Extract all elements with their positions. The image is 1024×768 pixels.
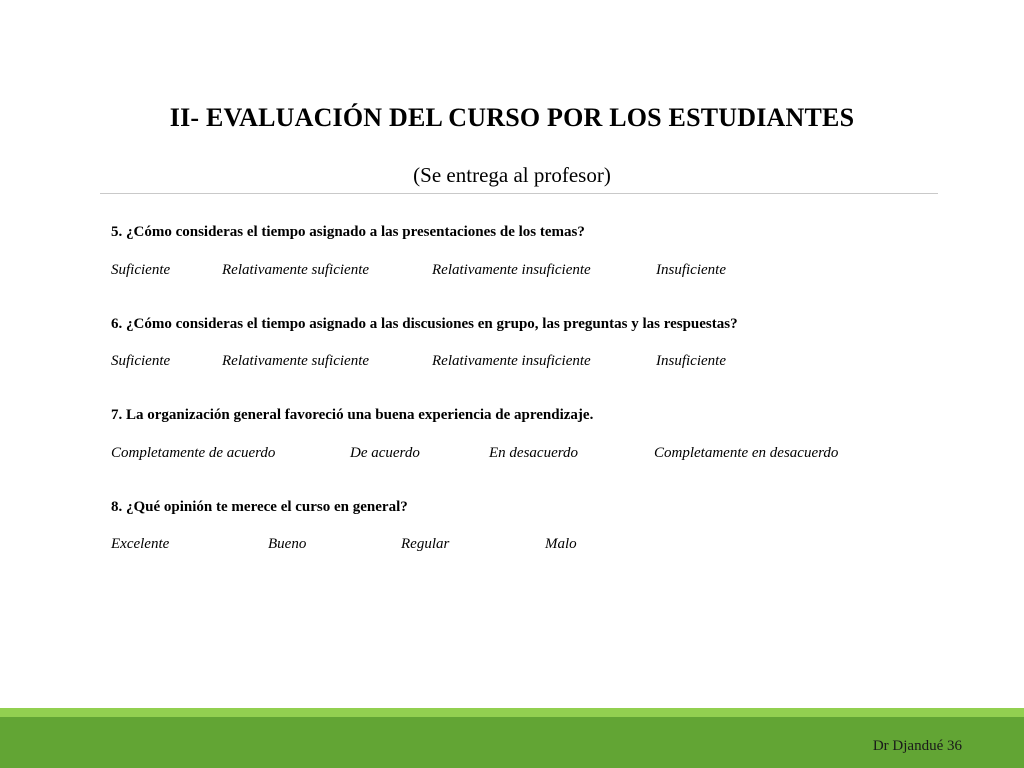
slide-subtitle: (Se entrega al profesor) <box>413 163 611 187</box>
question-8: 8. ¿Qué opinión te merece el curso en general? <box>111 499 408 515</box>
title-divider <box>100 193 938 194</box>
footer-author-page: Dr Djandué 36 <box>872 738 962 754</box>
q7-option-2[interactable]: De acuerdo <box>350 445 420 461</box>
q5-option-1[interactable]: Suficiente <box>111 262 171 278</box>
q7-option-3[interactable]: En desacuerdo <box>489 445 579 461</box>
question-6: 6. ¿Cómo consideras el tiempo asignado a las discusiones en grupo, las preguntas y las respuestas? <box>111 316 738 332</box>
q5-option-3[interactable]: Relativamente insuficiente <box>432 262 591 278</box>
q7-option-4[interactable]: Completamente en desacuerdo <box>654 445 839 461</box>
slide-title: II- EVALUACIÓN DEL CURSO POR LOS ESTUDIANTES <box>169 103 855 132</box>
q6-option-1[interactable]: Suficiente <box>111 353 171 369</box>
question-5: 5. ¿Cómo consideras el tiempo asignado a las presentaciones de los temas? <box>111 224 585 240</box>
q7-option-1[interactable]: Completamente de acuerdo <box>111 445 276 461</box>
q6-option-2[interactable]: Relativamente suficiente <box>222 353 370 369</box>
q8-option-3[interactable]: Regular <box>401 536 450 552</box>
q8-option-4[interactable]: Malo <box>545 536 577 552</box>
q8-option-1[interactable]: Excelente <box>111 536 170 552</box>
footer-band-light <box>0 708 1024 717</box>
q6-option-3[interactable]: Relativamente insuficiente <box>432 353 591 369</box>
footer-band-dark <box>0 717 1024 768</box>
q5-option-4[interactable]: Insuficiente <box>656 262 726 278</box>
question-7: 7. La organización general favoreció una buena experiencia de aprendizaje. <box>111 407 594 423</box>
q8-option-2[interactable]: Bueno <box>268 536 307 552</box>
q5-option-2[interactable]: Relativamente suficiente <box>222 262 370 278</box>
q6-option-4[interactable]: Insuficiente <box>656 353 726 369</box>
